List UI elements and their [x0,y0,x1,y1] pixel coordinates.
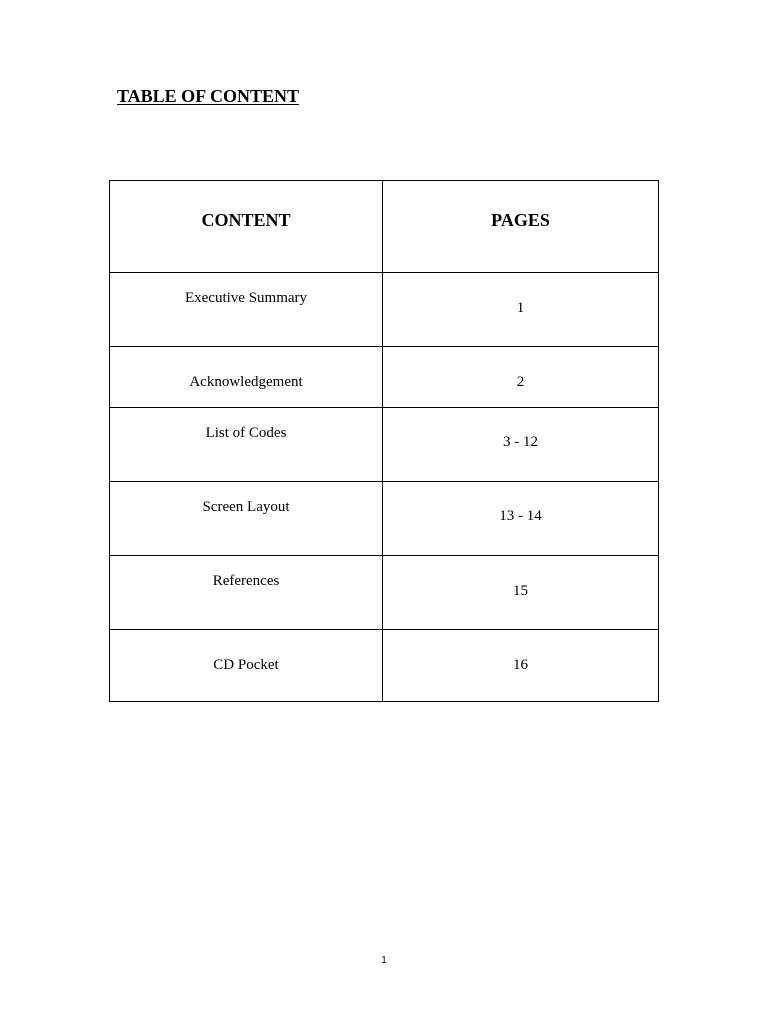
header-pages [383,181,659,273]
pages-label: 15 [513,583,528,599]
content-cell [110,347,383,408]
pages-cell [383,273,659,347]
table-row [110,347,659,408]
content-cell [110,273,383,347]
pages-label: 1 [516,300,525,316]
table-row [110,408,659,482]
pages-cell [383,408,659,482]
table-row [110,482,659,556]
content-label: CD Pocket [213,657,279,673]
pages-label: 2 [516,374,525,390]
content-cell [110,408,383,482]
table-row [110,273,659,347]
content-cell [110,482,383,556]
content-cell [110,630,383,702]
content-cell [110,556,383,630]
header-pages-label: PAGES [491,210,550,230]
header-content-label: CONTENT [201,210,291,230]
content-label: Executive Summary [184,290,308,306]
pages-cell [383,347,659,408]
page-number: 1 [381,955,387,966]
header-content [110,181,383,273]
content-label: List of Codes [205,425,287,441]
content-label: References [212,573,280,589]
pages-label: 13 - 14 [499,508,542,524]
content-label: Screen Layout [202,499,290,515]
page-title: TABLE OF CONTENT [117,86,300,106]
content-label: Acknowledgement [189,374,303,390]
pages-cell [383,556,659,630]
pages-cell [383,630,659,702]
pages-label: 16 [513,657,528,673]
toc-table [109,180,659,702]
table-row [110,630,659,702]
pages-cell [383,482,659,556]
pages-label: 3 - 12 [503,434,538,450]
table-header-row [110,181,659,273]
table-row [110,556,659,630]
